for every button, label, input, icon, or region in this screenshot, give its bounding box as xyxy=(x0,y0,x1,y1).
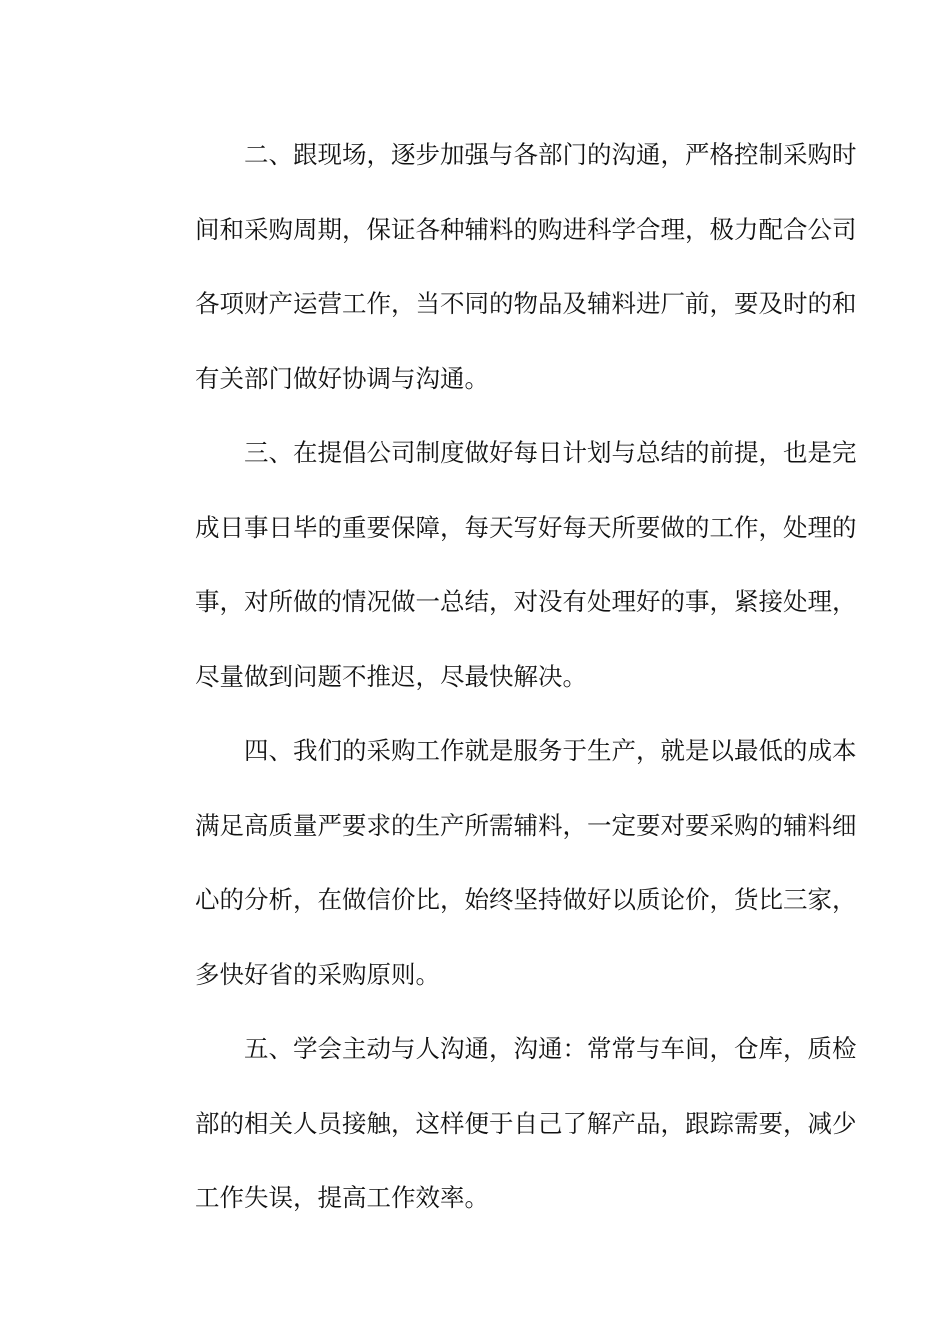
paragraph-line: 各项财产运营工作，当不同的物品及辅料进厂前，要及时的和 xyxy=(195,289,857,318)
paragraph-line: 三、在提倡公司制度做好每日计划与总结的前提，也是完 xyxy=(244,438,857,467)
paragraph-line: 部的相关人员接触，这样便于自己了解产品，跟踪需要，减少 xyxy=(195,1108,857,1138)
paragraph-3 xyxy=(146,416,857,714)
paragraph-line: 二、跟现场，逐步加强与各部门的沟通，严格控制采购时 xyxy=(244,140,857,169)
paragraph-line: 间和采购周期，保证各种辅料的购进科学合理，极力配合公司 xyxy=(195,214,857,244)
paragraph-line: 心的分析，在做信价比，始终坚持做好以质论价，货比三家， xyxy=(195,885,857,914)
paragraph-line: 四、我们的采购工作就是服务于生产，就是以最低的成本 xyxy=(244,736,857,765)
paragraph-5 xyxy=(146,1012,857,1236)
paragraph-2 xyxy=(146,118,857,416)
paragraph-line: 五、学会主动与人沟通，沟通：常常与车间，仓库，质检 xyxy=(244,1034,857,1063)
paragraph-line: 满足高质量严要求的生产所需辅料，一定要对要采购的辅料细 xyxy=(195,810,857,840)
paragraph-line: 尽量做到问题不推迟，尽最快解决。 xyxy=(195,661,587,691)
paragraph-line: 多快好省的采购原则。 xyxy=(195,959,440,989)
paragraph-line: 工作失误，提高工作效率。 xyxy=(195,1183,489,1212)
paragraph-line: 事，对所做的情况做一总结，对没有处理好的事，紧接处理， xyxy=(195,587,857,616)
paragraph-line: 有关部门做好协调与沟通。 xyxy=(195,363,489,393)
document-body xyxy=(146,118,857,1236)
paragraph-line: 成日事日毕的重要保障，每天写好每天所要做的工作，处理的 xyxy=(195,512,857,542)
paragraph-4 xyxy=(146,714,857,1012)
